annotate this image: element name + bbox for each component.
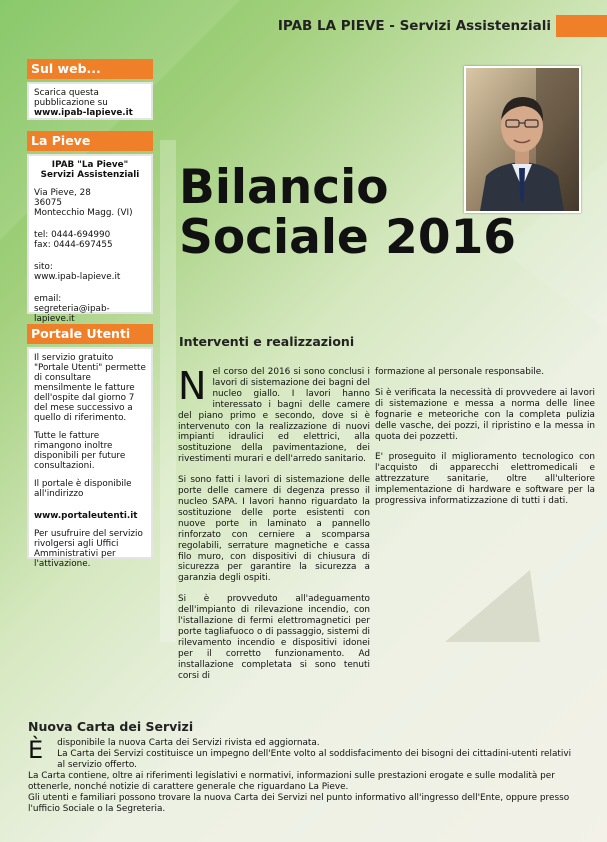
sidebar-portale-box [27, 324, 153, 569]
header-title: IPAB LA PIEVE - Servizi Assistenziali [277, 18, 551, 34]
carta-line-4: Gli utenti e familiari possono trovare la nuova Carta dei Servizi nel punto informativo all'ingresso dell'Ente, oppure presso l'ufficio Sociale o la Segreteria. [28, 793, 570, 814]
title-line-2: Sociale 2016 [179, 210, 516, 265]
sidebar-pieve-body [27, 154, 153, 324]
fax-number: fax: 0444-697455 [34, 240, 113, 250]
sidebar-web-line1: Scarica questa [34, 88, 99, 98]
carta-line-2: La Carta dei Servizi costituisce un impegno dell'Ente volto al soddisfacimento dei bisogni dei cittadini-utenti relativi al servizio offerto. [57, 749, 572, 770]
article-paragraph-4: formazione al personale responsabile. [375, 367, 545, 377]
article-paragraph-2: Si sono fatti i lavori di sistemazione delle porte delle camere di degenza presso il nucleo SAPA. I lavori hanno riguardato la sostituzione delle porte esistenti con nuove porte in laminato a pannello rinforzato con cerniere a scomparsa regolabili, serrature magnetiche e cassa filo muro, con dispositivi di chiusura di sicurezza per garantire la sicurezza a garanzia degli ospiti. [178, 475, 370, 584]
sidebar-web-link[interactable]: www.ipab-lapieve.it [34, 108, 133, 118]
carta-line-3: La Carta contiene, oltre ai riferimenti legislativi e normativi, informazioni sulle prestazioni erogate e sulle modalità per ottenerle, nonché notizie di carattere generale che riguardano La Pieve. [28, 771, 555, 792]
article-paragraph-1: el corso del 2016 si sono conclusi i lavori di sistemazione dei bagni del nucleo giallo. I lavori hanno interessato i bagni delle camere del piano primo e secondo, dove si è intervenuto con la realizzazione di nuovi impianti idraulici ed elettrici, alla sostituzione della pavimentazione, dei rivestimenti murari e dell'arredo sanitario. [178, 367, 370, 465]
portale-link[interactable]: www.portaleutenti.it [34, 511, 138, 521]
org-name-line2: Servizi Assistenziali [40, 170, 140, 180]
dropcap-letter: N [178, 364, 207, 408]
portale-text-2: Tutte le fatture rimangono inoltre disponibili per future consultazioni. [34, 431, 126, 471]
portale-text-3: Il portale è disponibile all'indirizzo [34, 479, 132, 499]
site-label: sito: [34, 262, 53, 272]
sidebar-web-title: Sul web... [27, 59, 153, 79]
article-column-right [375, 367, 595, 517]
article-paragraph-6: E' proseguito il miglioramento tecnologico con l'acquisto di apparecchi elettromedicali e attrezzature sanitarie, oltre all'ulteriore implementazione di hardware e software per la progressiva informatizzazione di tutti i dati. [375, 452, 595, 507]
portale-text-1: Il servizio gratuito "Portale Utenti" permette di consultare mensilmente le fatture dell'ospite dal giorno 7 del mese successivo a quello di riferimento. [34, 353, 146, 423]
article-paragraph-3: Si è provveduto all'adeguamento dell'impianto di rilevazione incendio, con l'istallazione di fermi elettromagnetici per porte tagliafuoco o di passaggio, sistemi di rilevamento incendio e dispositivi idonei per il corretto funzionamento. Ad installazione completata si sono tenuti corsi di [178, 594, 370, 681]
header-accent-tab [556, 15, 607, 37]
address-line1: Via Pieve, 28 [34, 188, 91, 198]
sidebar-web-body [27, 82, 153, 120]
sidebar-web-line2: pubblicazione su [34, 98, 108, 108]
address-line3: Montecchio Magg. (VI) [34, 208, 133, 218]
sidebar-pieve-title: La Pieve [27, 131, 153, 151]
email-link[interactable]: segreteria@ipab-lapieve.it [34, 304, 110, 324]
page-title [179, 160, 516, 265]
phone-number: tel: 0444-694990 [34, 230, 111, 240]
sidebar-portale-title: Portale Utenti [27, 324, 153, 344]
title-line-1: Bilancio [179, 160, 389, 215]
org-name-line1: IPAB "La Pieve" [51, 160, 129, 170]
carta-dropcap-letter: È [28, 736, 44, 764]
sidebar-portale-body [27, 347, 153, 569]
sidebar-pieve-box [27, 131, 153, 324]
email-label: email: [34, 294, 62, 304]
site-link[interactable]: www.ipab-lapieve.it [34, 272, 121, 282]
carta-line-1: disponibile la nuova Carta dei Servizi rivista ed aggiornata. [57, 738, 320, 748]
article-paragraph-5: Si è verificata la necessità di provvedere ai lavori di sistemazione e messa a norma delle linee fognarie e meteoriche con la completa pulizia delle vasche, dei pozzi, il ripristino e la messa in quota dei pozzetti. [375, 387, 595, 442]
portale-text-4: Per usufruire del servizio rivolgersi agli Uffici Amministrativi per l'attivazione. [34, 529, 143, 569]
sidebar-web-box [27, 59, 153, 120]
address-line2: 36075 [34, 198, 62, 208]
carta-heading: Nuova Carta dei Servizi [28, 719, 194, 734]
article-column-left [178, 364, 370, 691]
section-heading: Interventi e realizzazioni [179, 334, 355, 349]
carta-body [28, 738, 576, 815]
